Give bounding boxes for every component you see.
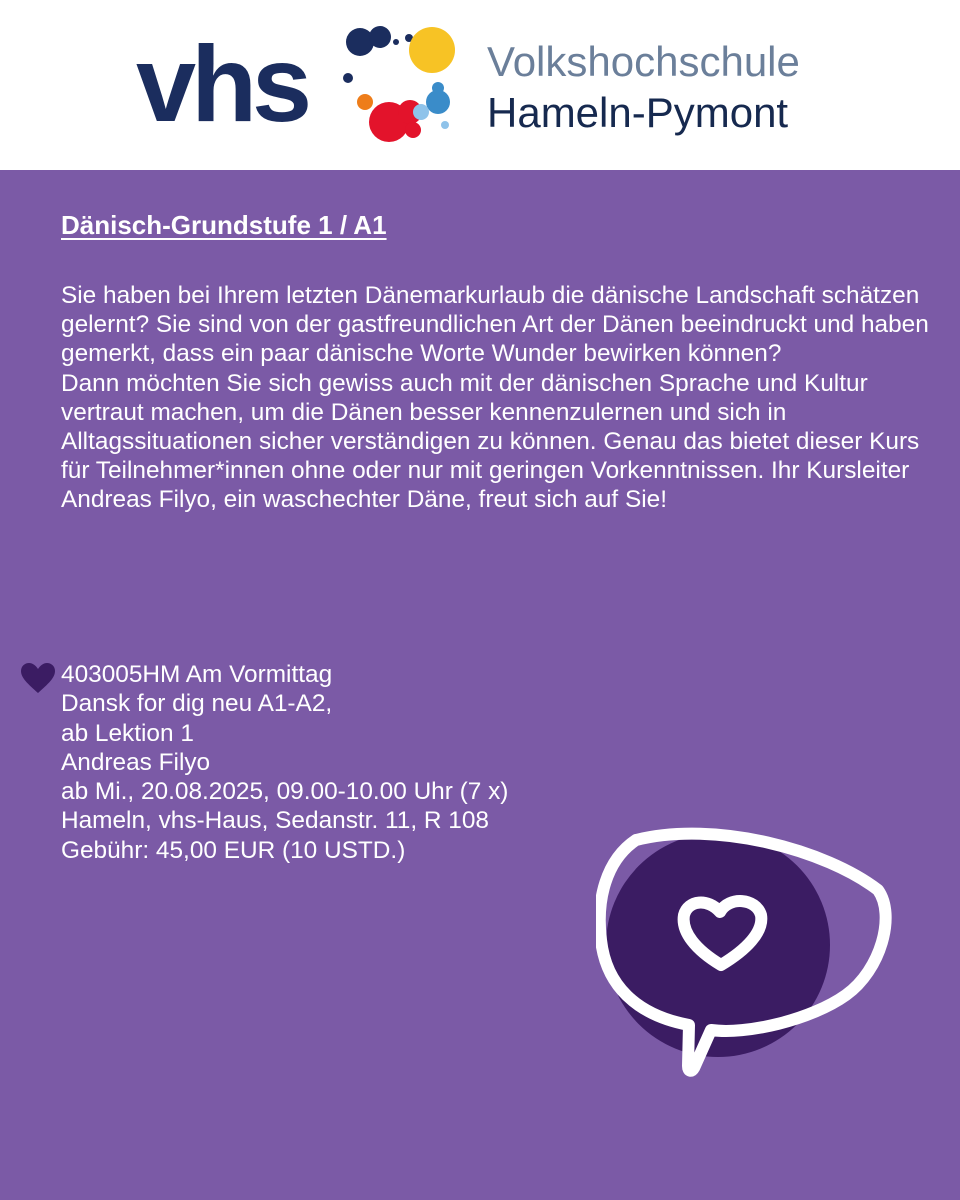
- detail-book: Dansk for dig neu A1-A2,: [61, 690, 333, 718]
- heart-icon: [18, 660, 58, 696]
- detail-course-number: 403005HM Am Vormittag: [61, 661, 333, 688]
- detail-date: ab Mi., 20.08.2025, 09.00-10.00 Uhr (7 x): [61, 778, 509, 806]
- vhs-logo-text: vhs: [136, 23, 308, 144]
- detail-fee: Gebühr: 45,00 EUR (10 USTD.): [61, 836, 406, 864]
- detail-location: Hameln, vhs-Haus, Sedanstr. 11, R 108: [61, 807, 489, 835]
- description-paragraph-2: Dann möchten Sie sich gewiss auch mit der dänischen Sprache und Kultur vertraut machen, um die Dänen besser kennenzulernen und sich in Alltagssituationen sicher verständigen zu können. Genau das bietet dieser Kurs für Teilnehmer*innen ohne oder nur mit geringen Vorkenntnissen. Ihr Kursleiter Andreas Filyo, ein waschechter Däne, freut sich auf Sie!: [61, 369, 920, 514]
- course-title: Dänisch-Grundstufe 1 / A1: [61, 210, 387, 240]
- org-name-line2: Hameln-Pymont: [487, 89, 789, 136]
- speech-bubble-heart-icon: [596, 820, 896, 1080]
- detail-teacher: Andreas Filyo: [61, 748, 211, 776]
- vhs-logo: [0, 0, 960, 170]
- course-details: [61, 660, 508, 865]
- header: [0, 0, 960, 170]
- course-description: [61, 281, 941, 515]
- detail-lesson: ab Lektion 1: [61, 719, 194, 747]
- org-name-line1: Volkshochschule: [487, 38, 800, 85]
- description-paragraph-1: Sie haben bei Ihrem letzten Dänemarkurlaub die dänische Landschaft schätzen gelernt? Sie sind von der gastfreundlichen Art der Dänen beeindruckt und haben gemerkt, dass ein paar dänische Worte Wunder bewirken können?: [61, 282, 929, 368]
